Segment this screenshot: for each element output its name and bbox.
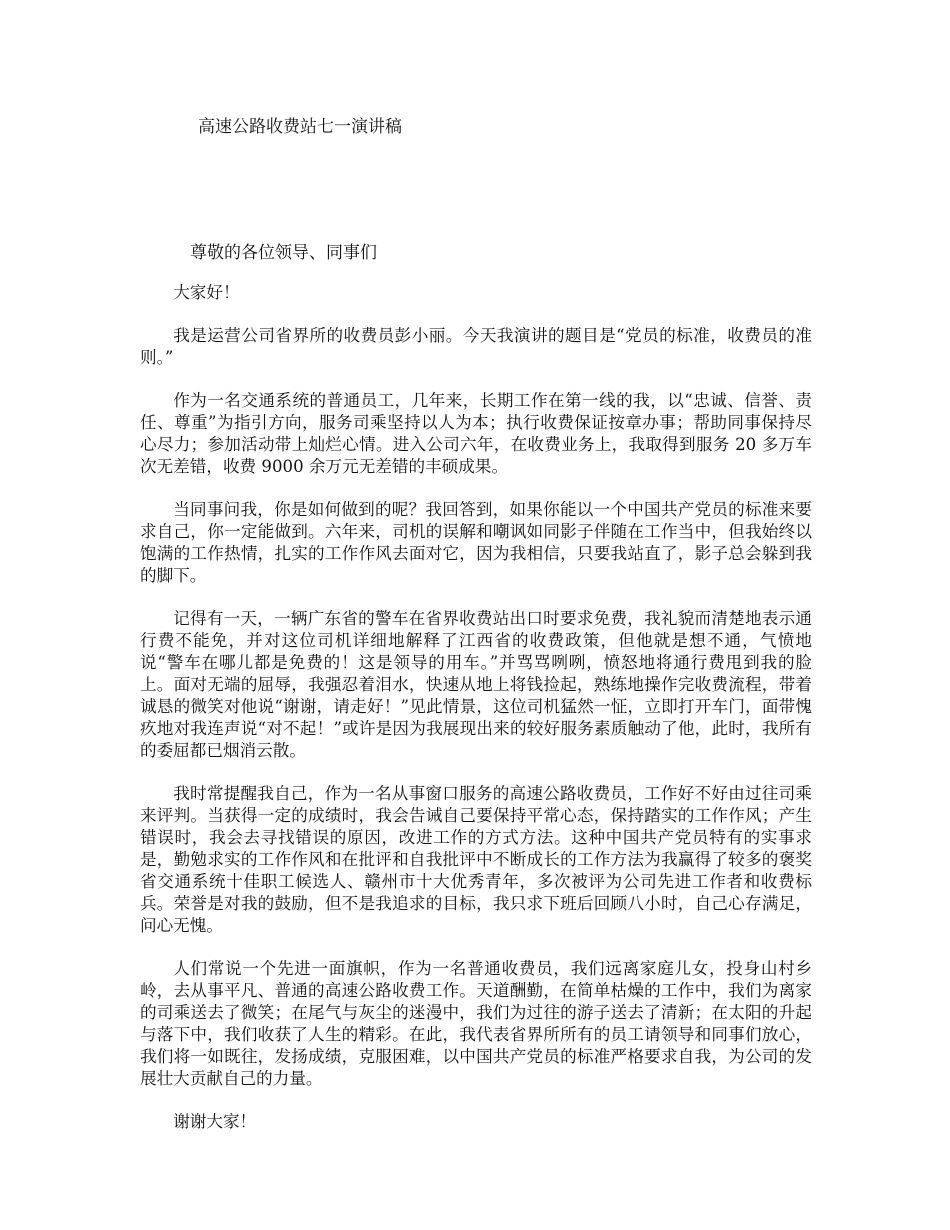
paragraph-answer-to-colleague: 当同事问我，你是如何做到的呢？我回答到，如果你能以一个中国共产党员的标准来要求自己，你一定能做到。六年来，司机的误解和嘲讽如同影子伴随在工作当中，但我始终以饱满的工作热情，扎实的工作作风去面对它，因为我相信，只要我站直了，影子总会躲到我的脚下。	[140, 500, 812, 585]
paragraph-pledge: 人们常说一个先进一面旗帜，作为一名普通收费员，我们远离家庭儿女，投身山村乡岭，去从事平凡、普通的高速公路收费工作。天道酬勤，在简单枯燥的工作中，我们为离家的司乘送去了微笑；在尾气与灰尘的迷漫中，我们为过往的游子送去了清新；在太阳的升起与落下中，我们收获了人生的精彩。在此，我代表省界所所有的员工请领导和同事们放心，我们将一如既往，发扬成绩，克服困难，以中国共产党员的标准严格要求自我，为公司的发展壮大贡献自己的力量。	[140, 959, 812, 1088]
paragraph-introduction: 我是运营公司省界所的收费员彭小丽。今天我演讲的题目是“党员的标准，收费员的准则。”	[140, 326, 812, 367]
document-title: 高速公路收费站七一演讲稿	[198, 117, 402, 137]
paragraph-self-reminder: 我时常提醒我自己，作为一名从事窗口服务的高速公路收费员，工作好不好由过往司乘来评判。当获得一定的成绩时，我会告诫自己要保持平常心态，保持踏实的工作作风；产生错误时，我会去寻找错误的原因，改进工作的方式方法。这种中国共产党员特有的实事求是，勤勉求实的工作作风和在批评和自我批评中不断成长的工作方法为我赢得了较多的褒奖省交通系统十佳职工候选人、赣州市十大优秀青年，多次被评为公司先进工作者和收费标兵。荣誉是对我的鼓励，但不是我追求的目标，我只求下班后回顾八小时，自己心存满足，问心无愧。	[140, 784, 812, 935]
document-body	[140, 282, 812, 1154]
salutation: 尊敬的各位领导、同事们	[190, 243, 377, 263]
paragraph-work-attitude: 作为一名交通系统的普通员工，几年来，长期工作在第一线的我，以“忠诚、信誉、责任、尊重”为指引方向，服务司乘坚持以人为本；执行收费保证按章办事；帮助同事保持尽心尽力；参加活动带上灿烂心情。进入公司六年，在收费业务上，我取得到服务 20 多万车次无差错，收费 9000 余万元无差错的丰硕成果。	[140, 391, 812, 476]
paragraph-closing: 谢谢大家！	[173, 1112, 257, 1131]
paragraph-police-car-story: 记得有一天，一辆广东省的警车在省界收费站出口时要求免费，我礼貌而清楚地表示通行费不能免，并对这位司机详细地解释了江西省的收费政策，但他就是想不通，气愤地说“警车在哪儿都是免费的！这是领导的用车。”并骂骂咧咧，愤怒地将通行费甩到我的脸上。面对无端的屈辱，我强忍着泪水，快速从地上将钱捡起，熟练地操作完收费流程，带着诚恳的微笑对他说“谢谢，请走好！”见此情景，这位司机猛然一怔，立即打开车门，面带愧疚地对我连声说“对不起！”或许是因为我展现出来的较好服务素质触动了他，此时，我所有的委屈都已烟消云散。	[140, 609, 812, 760]
paragraph-greeting: 大家好！	[173, 283, 240, 302]
